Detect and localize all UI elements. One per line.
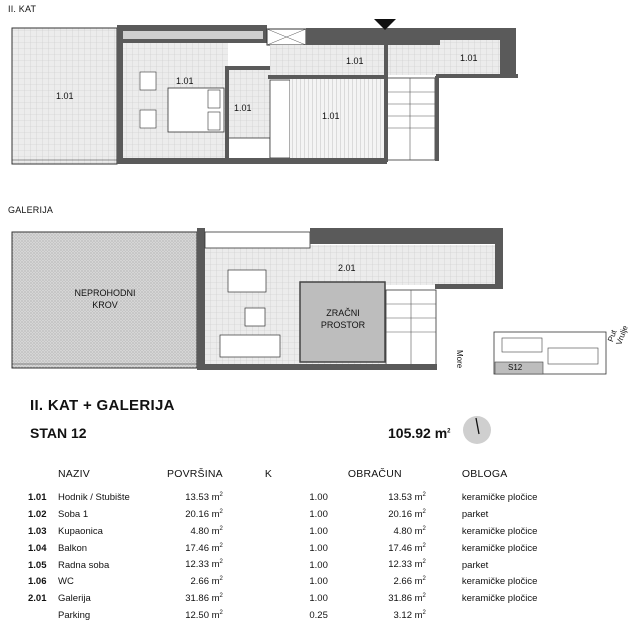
upper-floor-label: II. KAT <box>8 4 37 14</box>
table-row <box>28 506 562 523</box>
dining-table <box>228 270 266 292</box>
room-area-text: 4.80 m <box>190 525 220 537</box>
room-calculated-area <box>334 573 432 590</box>
room-label-hall: 1.01 <box>346 56 364 66</box>
room-number <box>28 590 58 607</box>
room-calculated-area-unit: 2 <box>422 491 426 498</box>
roof-label <box>70 287 140 311</box>
room-calculated-area <box>334 607 432 624</box>
room-k-factor <box>231 489 334 506</box>
room-number <box>28 523 58 540</box>
room-label-study: 1.01 <box>322 111 340 121</box>
keyplan-sea-label: More <box>455 350 464 369</box>
col-header-name: NAZIV <box>58 468 90 480</box>
roof-label-line2: KROV <box>92 300 118 310</box>
room-k-factor-text: 0.25 <box>309 610 328 622</box>
room-number-text: 1.01 <box>28 491 47 503</box>
room-name <box>58 573 163 590</box>
room-name <box>58 607 163 624</box>
room-calculated-area-unit: 2 <box>422 610 426 617</box>
col-header-finish: OBLOGA <box>461 468 508 480</box>
col-header-area: POVRŠINA <box>167 468 223 480</box>
room-number <box>28 506 58 523</box>
room-calculated-area-text: 17.46 m <box>388 542 423 554</box>
room-finish <box>432 489 562 506</box>
void-label-line2: PROSTOR <box>320 320 366 330</box>
room-calculated-area-text: 4.80 m <box>393 525 423 537</box>
room-number-text: 2.01 <box>28 593 47 605</box>
room-area <box>163 557 231 574</box>
keyplan-unit-label: S12 <box>508 363 523 372</box>
room-label-wc: 1.01 <box>460 53 478 63</box>
room-name-text: Galerija <box>58 593 91 605</box>
room-calculated-area-unit: 2 <box>422 593 426 600</box>
room-finish <box>432 523 562 540</box>
room-finish <box>432 590 562 607</box>
room-k-factor-text: 1.00 <box>309 593 328 605</box>
room-k-factor <box>231 590 334 607</box>
kitchen-counter <box>205 232 310 248</box>
room-finish <box>432 607 562 624</box>
room-calculated-area-unit: 2 <box>422 508 426 515</box>
room-name <box>58 557 163 574</box>
room-calculated-area <box>334 506 432 523</box>
col-header-k: K <box>264 468 273 480</box>
table-header-row <box>28 468 562 489</box>
room-area-unit: 2 <box>219 576 223 583</box>
table-row <box>28 557 562 574</box>
room-area-text: 17.46 m <box>185 542 220 554</box>
room-k-factor <box>231 607 334 624</box>
room-finish-text: parket <box>461 508 489 520</box>
room-finish-text: keramičke pločice <box>461 525 538 537</box>
room-number-text: 1.06 <box>28 576 47 588</box>
room-k-factor-text: 1.00 <box>309 542 328 554</box>
room-calculated-area <box>334 489 432 506</box>
sofa <box>220 335 280 357</box>
room-area-unit: 2 <box>219 491 223 498</box>
room-area-unit: 2 <box>219 593 223 600</box>
room-finish-text: keramičke pločice <box>461 593 538 605</box>
room-area <box>163 607 231 624</box>
col-header-calc: OBRAČUN <box>347 468 402 480</box>
room-number <box>28 489 58 506</box>
room-area-unit: 2 <box>219 559 223 566</box>
room-number-text: 1.03 <box>28 525 47 537</box>
page-title: II. KAT + GALERIJA <box>30 397 175 414</box>
room-area-text: 13.53 m <box>185 492 220 504</box>
room-calculated-area <box>334 590 432 607</box>
room-number-text: 1.02 <box>28 508 47 520</box>
room-k-factor <box>231 506 334 523</box>
room-area-text: 20.16 m <box>185 508 220 520</box>
room-label-bedroom: 1.01 <box>176 76 194 86</box>
room-finish <box>432 557 562 574</box>
room-area-text: 12.33 m <box>185 559 220 571</box>
room-k-factor <box>231 523 334 540</box>
keyplan-road-label: Put Vrulje <box>606 324 630 347</box>
room-k-factor <box>231 573 334 590</box>
room-label-bathroom: 1.01 <box>234 103 252 113</box>
wall-west <box>117 25 123 164</box>
room-finish-text: keramičke pločice <box>461 491 538 503</box>
room-number <box>28 540 58 557</box>
room-calculated-area-text: 13.53 m <box>388 492 423 504</box>
room-name <box>58 540 163 557</box>
void-label-line1: ZRAČNI <box>326 308 360 318</box>
void-label <box>302 307 384 331</box>
room-area-unit: 2 <box>219 542 223 549</box>
room-name-text: Hodnik / Stubište <box>58 491 130 503</box>
table-row <box>28 540 562 557</box>
total-area-value: 105.92 m <box>388 425 448 441</box>
room-area-unit: 2 <box>219 610 223 617</box>
room-k-factor-text: 1.00 <box>309 508 328 520</box>
room-finish-text: parket <box>461 559 489 571</box>
room-k-factor-text: 1.00 <box>309 491 328 503</box>
room-k-factor-text: 1.00 <box>309 559 328 571</box>
room-calculated-area-text: 20.16 m <box>388 508 423 520</box>
room-finish-text: keramičke pločice <box>461 542 538 554</box>
room-finish <box>432 506 562 523</box>
room-area-text: 31.86 m <box>185 593 220 605</box>
room-label-gallery: 2.01 <box>338 263 356 273</box>
room-number <box>28 607 58 624</box>
room-area <box>163 540 231 557</box>
table-row <box>28 573 562 590</box>
room-calculated-area-unit: 2 <box>422 576 426 583</box>
room-calculated-area-unit: 2 <box>422 525 426 532</box>
room-area <box>163 523 231 540</box>
room-name-text: Kupaonica <box>58 525 103 537</box>
room-calculated-area-text: 31.86 m <box>388 593 423 605</box>
roof-label-line1: NEPROHODNI <box>74 288 136 298</box>
room-area-unit: 2 <box>219 525 223 532</box>
room-name-text: Soba 1 <box>58 508 89 520</box>
room-name-text: Radna soba <box>58 559 110 571</box>
table-row <box>28 523 562 540</box>
lower-floor-label: GALERIJA <box>8 205 54 215</box>
room-finish <box>432 540 562 557</box>
table-row <box>28 489 562 506</box>
room-area-text: 2.66 m <box>190 576 220 588</box>
room-number <box>28 557 58 574</box>
room-area <box>163 506 231 523</box>
table-header-spacer <box>28 468 58 489</box>
room-k-factor-text: 1.00 <box>309 525 328 537</box>
room-calculated-area-text: 12.33 m <box>388 559 423 571</box>
table-row <box>28 590 562 607</box>
total-area-unit: 2 <box>447 428 451 435</box>
total-area <box>388 425 451 441</box>
room-name-text: WC <box>58 576 74 588</box>
room-name-text: Parking <box>58 610 91 622</box>
room-name <box>58 523 163 540</box>
room-area-unit: 2 <box>219 508 223 515</box>
room-calculated-area-unit: 2 <box>422 559 426 566</box>
room-name <box>58 506 163 523</box>
room-k-factor <box>231 557 334 574</box>
room-calculated-area <box>334 540 432 557</box>
room-area <box>163 573 231 590</box>
room-area <box>163 590 231 607</box>
room-number <box>28 573 58 590</box>
room-name <box>58 489 163 506</box>
room-calculated-area-text: 3.12 m <box>393 610 423 622</box>
room-name-text: Balkon <box>58 542 88 554</box>
room-calculated-area <box>334 557 432 574</box>
room-number-text: 1.04 <box>28 542 47 554</box>
room-k-factor <box>231 540 334 557</box>
room-calculated-area-unit: 2 <box>422 542 426 549</box>
room-label-terrace: 1.01 <box>56 91 74 101</box>
room-finish <box>432 573 562 590</box>
room-finish-text: keramičke pločice <box>461 576 538 588</box>
room-area-text: 12.50 m <box>185 610 220 622</box>
room-calculated-area-text: 2.66 m <box>393 576 423 588</box>
room-name <box>58 590 163 607</box>
room-calculated-area <box>334 523 432 540</box>
room-k-factor-text: 1.00 <box>309 576 328 588</box>
unit-name: STAN 12 <box>30 425 87 441</box>
room-number-text: 1.05 <box>28 559 47 571</box>
room-area <box>163 489 231 506</box>
table-row <box>28 607 562 624</box>
room-table <box>28 468 562 624</box>
